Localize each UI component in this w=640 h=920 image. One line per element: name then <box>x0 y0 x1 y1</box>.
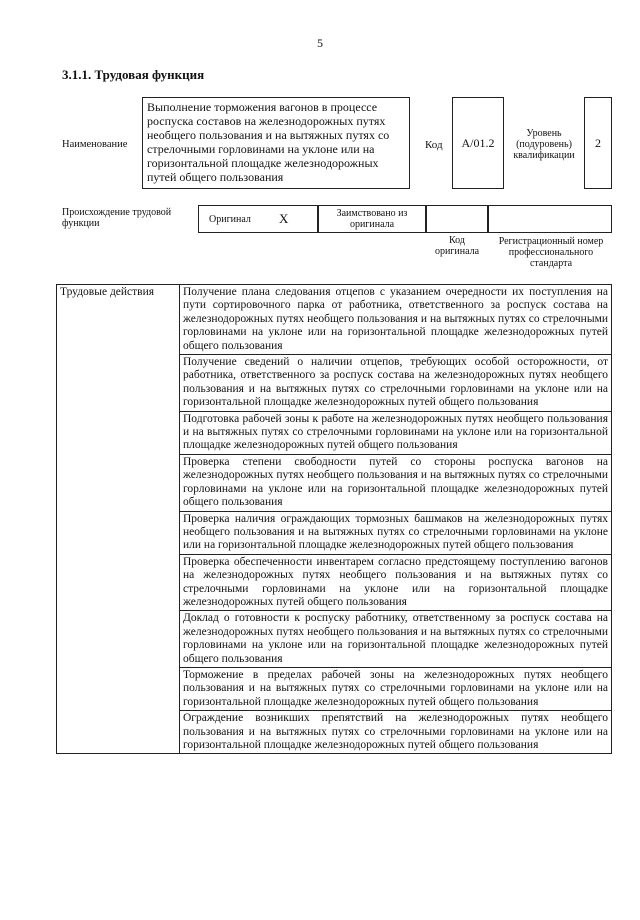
section-title: 3.1.1. Трудовая функция <box>62 67 205 82</box>
page-number: 5 <box>317 36 323 50</box>
labor-action-item: Получение плана следования отцепов с указанием очередности их поступления на пути сортировочного парка от работника, ответственного за роспуск состава на железнодорожных путях необщего пользования и на вытяжных путях со стрелочными горловинами на уклоне или на горизонтальной площадке железнодорожных путей общего пользования <box>180 285 612 355</box>
labor-actions-label: Трудовые действия <box>57 285 180 754</box>
name-label: Наименование <box>62 139 128 150</box>
code-caption: Код оригинала <box>434 235 480 257</box>
labor-action-item: Проверка степени свободности путей со стороны роспуска вагонов на железнодорожных путях необщего пользования и на вытяжных путях со стрелочными горловинами на уклоне или на горизонтальной площадке железнодорожных путей общего пользования <box>180 454 612 511</box>
labor-actions-table <box>56 284 612 754</box>
code-value: A/01.2 <box>452 97 504 189</box>
code-label: Код <box>425 139 443 151</box>
labor-action-item: Получение сведений о наличии отцепов, требующих особой осторожности, от работника, ответственного за роспуск состава на железнодорожных путях необщего пользования и на вытяжных путях со стрелочными горловинами на уклоне или на горизонтальной площадке железнодорожных путей общего пользования <box>180 355 612 412</box>
labor-action-item: Торможение в пределах рабочей зоны на железнодорожных путях необщего пользования и на вытяжных путях со стрелочными горловинами на уклоне или на горизонтальной площадке железнодорожных путей общего пользования <box>180 667 612 710</box>
level-value: 2 <box>584 97 612 189</box>
labor-action-item: Подготовка рабочей зоны к работе на железнодорожных путях необщего пользования и на вытяжных путях со стрелочными горловинами на уклоне или на горизонтальной площадке железнодорожных путей общего пользования <box>180 411 612 454</box>
reg-caption: Регистрационный номер профессионального стандарта <box>498 235 604 269</box>
origin-label: Происхождение трудовой функции <box>62 207 172 229</box>
labor-action-item: Проверка обеспеченности инвентарем согласно предстоящему поступлению вагонов на железнодорожных путях необщего пользования и на вытяжных путях со стрелочными горловинами на уклоне или на горизонтальной площадке железнодорожных путей общего пользования <box>180 554 612 611</box>
origin-code-cell <box>426 205 488 233</box>
level-label: Уровень (подуровень) квалификации <box>513 127 575 161</box>
labor-action-item: Ограждение возникших препятствий на железнодорожных путях необщего пользования и на вытяжных путях со стрелочными горловинами на уклоне или на горизонтальной площадке железнодорожных путей общего пользования <box>180 711 612 754</box>
function-name-box: Выполнение торможения вагонов в процессе роспуска составов на железнодорожных путях необщего пользования и на вытяжных путях со стрелочными горловинами на уклоне или на горизонтальной площадке железнодорожных путей общего пользования <box>142 97 410 189</box>
origin-original-cell <box>198 205 318 233</box>
origin-reg-cell <box>488 205 612 233</box>
original-mark: X <box>279 211 289 226</box>
labor-action-item: Доклад о готовности к роспуску работнику, ответственному за роспуск состава на железнодорожных путях необщего пользования и на вытяжных путях со стрелочными горловинами на уклоне или на горизонтальной площадке железнодорожных путей общего пользования <box>180 611 612 668</box>
original-label: Оригинал <box>209 214 251 225</box>
borrowed-label: Заимствовано из оригинала <box>318 205 426 233</box>
labor-action-item: Проверка наличия ограждающих тормозных башмаков на железнодорожных путях необщего пользования и на вытяжных путях со стрелочными горловинами на уклоне или на горизонтальной площадке железнодорожных путей общего пользования <box>180 511 612 554</box>
